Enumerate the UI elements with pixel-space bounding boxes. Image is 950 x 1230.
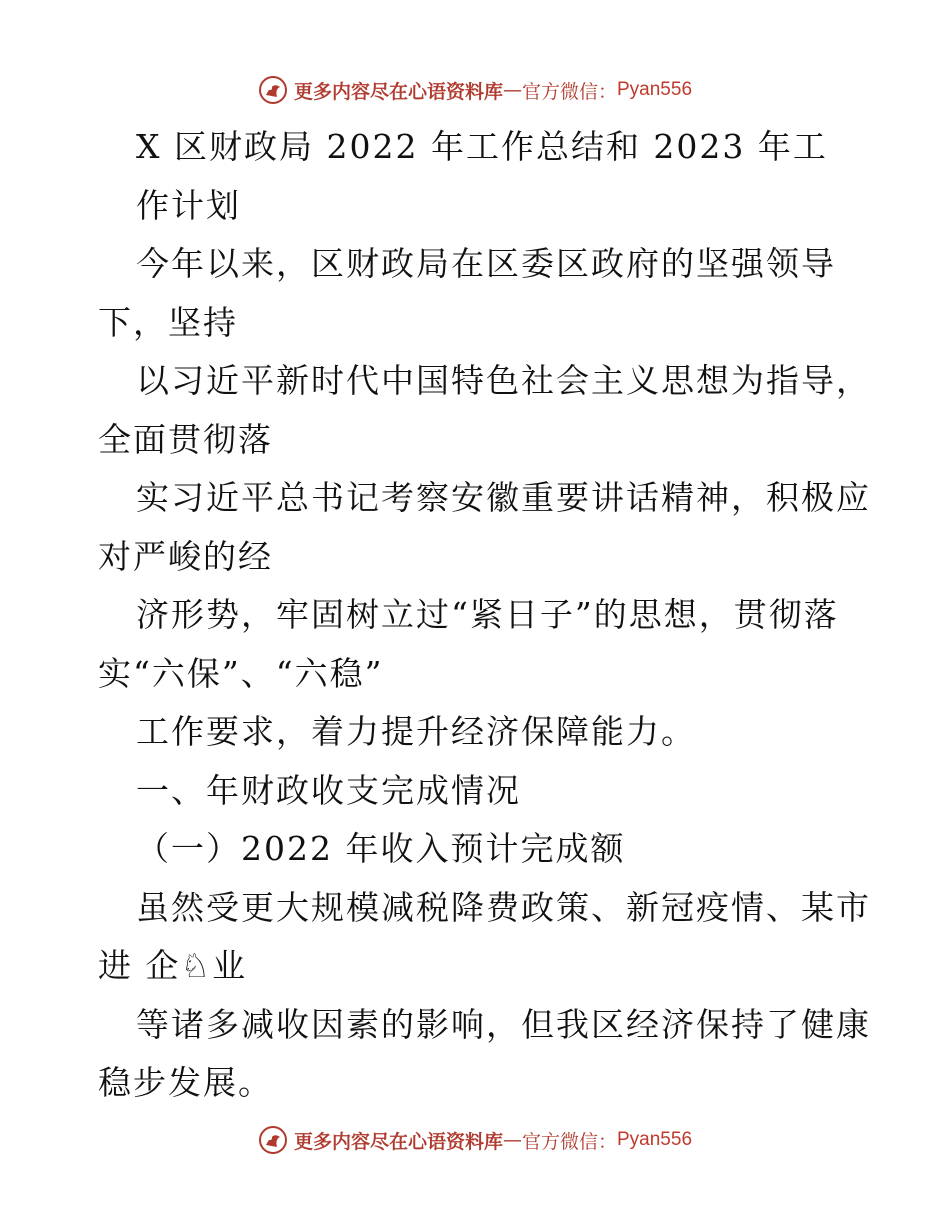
watermark-account-id: Pyan556 bbox=[617, 79, 693, 100]
paragraph-line: 今年以来，区财政局在区委区政府的坚强领导 bbox=[136, 244, 836, 283]
paragraph-line: 下，坚持 bbox=[98, 302, 238, 342]
header-watermark bbox=[0, 70, 950, 110]
watermark-account-label: 官方微信： bbox=[521, 80, 617, 103]
subsection-heading: （一）2022 年收入预计完成额 bbox=[136, 829, 626, 868]
paragraph-line: 虽然受更大规模减税降费政策、新冠疫情、某市 bbox=[136, 887, 871, 927]
section-heading: 一、年财政收支完成情况 bbox=[136, 770, 521, 810]
paragraph-line: 以习近平新时代中国特色社会主义思想为指导， bbox=[136, 361, 871, 400]
watermark-dash: — bbox=[502, 79, 522, 101]
paragraph-line: 对严峻的经 bbox=[98, 536, 273, 576]
watermark-dash: — bbox=[502, 1129, 522, 1151]
seal-logo-icon bbox=[258, 75, 288, 105]
paragraph-line: 工作要求，着力提升经济保障能力。 bbox=[136, 712, 696, 751]
document-title-line-2: 作计划 bbox=[136, 185, 241, 225]
paragraph-line: 全面贯彻落 bbox=[98, 419, 273, 459]
watermark-brand: 更多内容尽在心语资料库 bbox=[293, 80, 503, 103]
seal-logo-icon bbox=[258, 1125, 288, 1155]
paragraph-line: 实习近平总书记考察安徽重要讲话精神，积极应 bbox=[136, 478, 871, 517]
watermark-brand: 更多内容尽在心语资料库 bbox=[293, 1130, 503, 1153]
document-body bbox=[98, 118, 871, 1113]
paragraph-line: 济形势，牢固树立过“紧日子”的思想，贯彻落 bbox=[136, 595, 839, 634]
paragraph-line: 稳步发展。 bbox=[98, 1063, 273, 1102]
paragraph-line: 等诸多减收因素的影响，但我区经济保持了健康 bbox=[136, 1004, 871, 1044]
paragraph-line: 实“六保”、“六稳” bbox=[98, 653, 384, 693]
footer-watermark bbox=[0, 1120, 950, 1160]
watermark-account-label: 官方微信： bbox=[521, 1130, 617, 1153]
document-title-line-1: X 区财政局 2022 年工作总结和 2023 年工 bbox=[136, 127, 828, 166]
watermark-account-id: Pyan556 bbox=[617, 1129, 693, 1150]
paragraph-line: 进 企♘业 bbox=[98, 946, 248, 985]
